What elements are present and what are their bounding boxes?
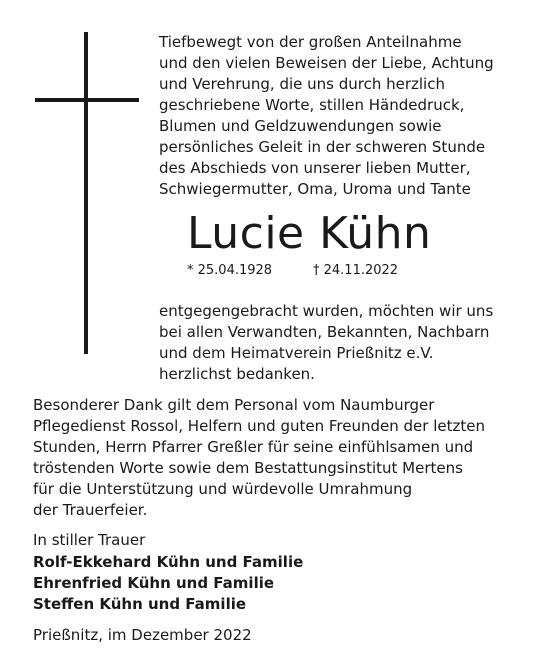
death-date: † 24.11.2022 xyxy=(313,263,399,278)
deceased-name: Lucie Kühn xyxy=(187,208,432,259)
thanks-text: entgegengebracht wurden, möchten wir uns bei allen Verwandten, Bekannten, Nachbarn und dem Heimatverein Prießnitz e.V. herzlichst bedanken. xyxy=(159,302,494,383)
special-thanks-text: Besonderer Dank gilt dem Personal vom Naumburger Pflegedienst Rossol, Helfern und guten Freunden der letzten Stunden, Herrn Pfarrer Greßler für seine einfühlsamen und tröstenden Worte sowie dem Bestattungsinstitut Mertens für die Unterstützung und würdevolle Umrahmung der Trauerfeier. xyxy=(33,396,485,519)
cross-vertical-bar xyxy=(84,32,88,354)
birth-date: * 25.04.1928 xyxy=(187,263,273,278)
mourning-label: In stiller Trauer xyxy=(33,531,146,549)
family-name: Ehrenfried Kühn und Familie xyxy=(33,574,275,592)
cross-horizontal-bar xyxy=(35,98,139,102)
intro-text: Tiefbewegt von der großen Anteilnahme und den vielen Beweisen der Liebe, Achtung und Verehrung, die uns durch herzlich geschriebene Worte, stillen Händedruck, Blumen und Geldzuwendungen sowie persönliches Geleit in der schweren Stunde des Abschieds von unserer lieben Mutter, Schwiegermutter, Oma, Uroma und Tante xyxy=(159,33,494,198)
family-name: Rolf-Ekkehard Kühn und Familie xyxy=(33,553,304,571)
family-name: Steffen Kühn und Familie xyxy=(33,595,247,613)
place-date: Prießnitz, im Dezember 2022 xyxy=(33,626,252,644)
